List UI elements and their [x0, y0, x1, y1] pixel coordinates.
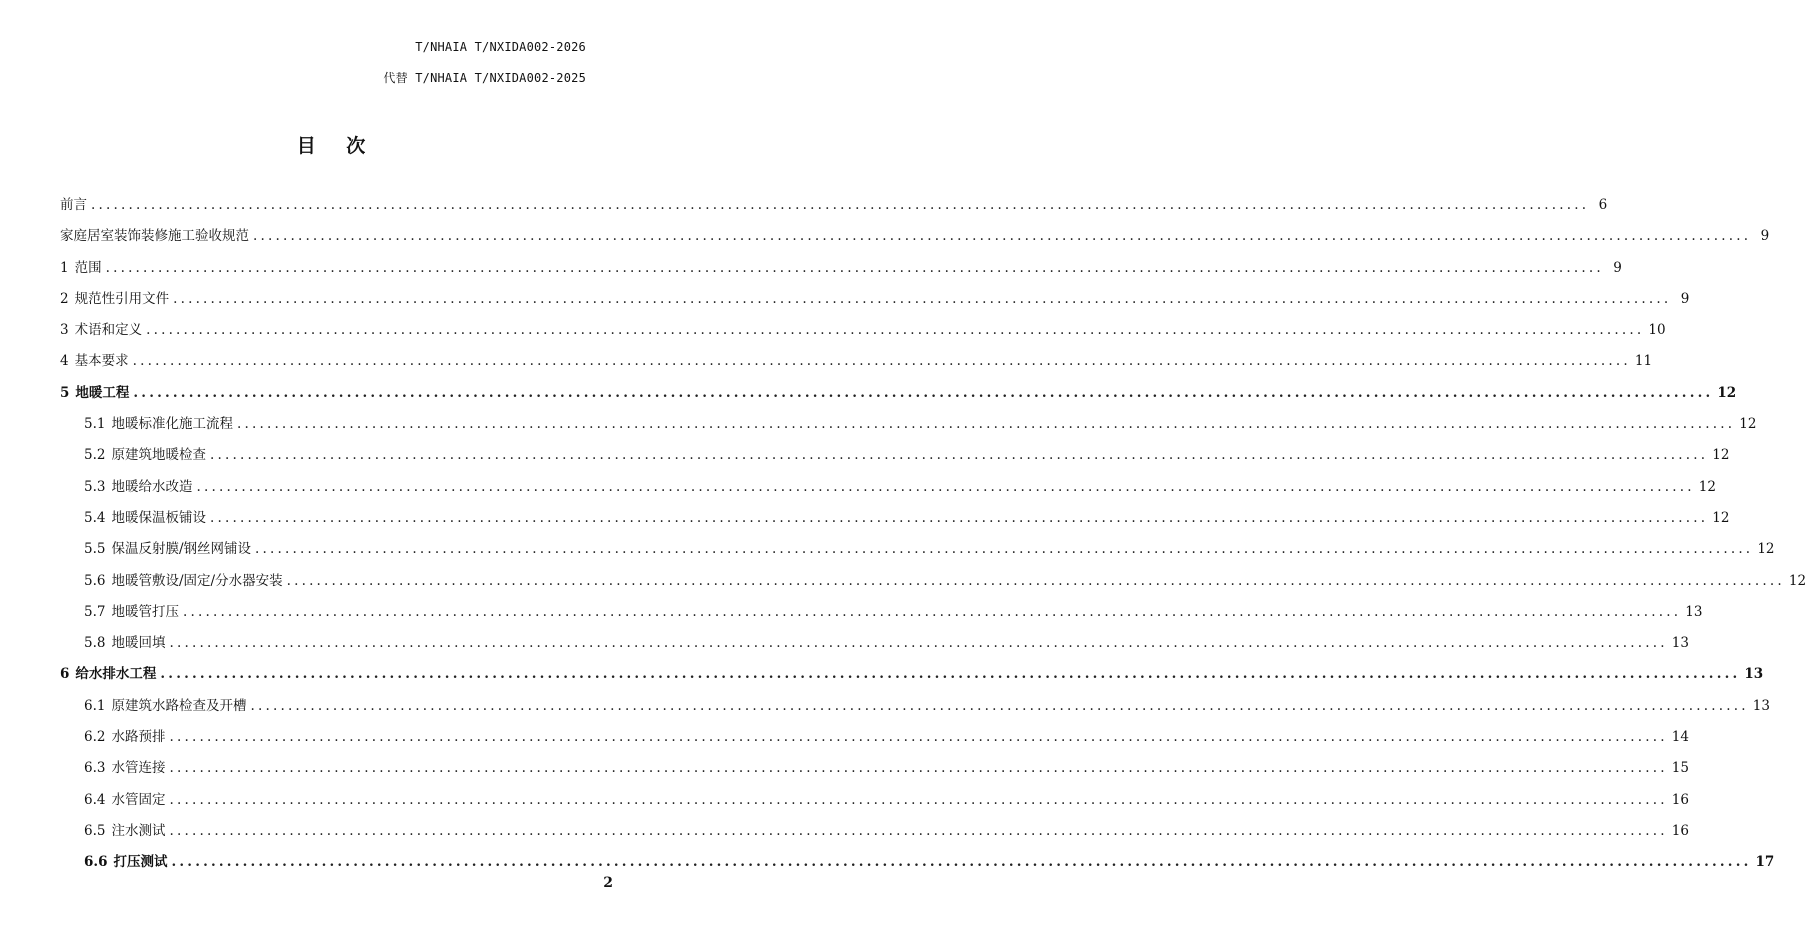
- toc-entry[interactable]: [60, 569, 1806, 600]
- toc-entry-label: [60, 256, 102, 276]
- toc-entry[interactable]: [60, 193, 1608, 224]
- toc-entry-number: 5.6: [84, 572, 106, 589]
- toc-entry-label: [84, 537, 251, 557]
- toc-entry-label: [84, 569, 283, 589]
- toc-entry-title: 给水排水工程: [75, 666, 157, 683]
- toc-entry-label: [60, 349, 129, 369]
- toc-entry-number: 6.4: [84, 791, 106, 808]
- toc-entry-number: 5.8: [84, 635, 106, 652]
- toc-entry-page: 16: [1671, 791, 1689, 808]
- toc-entry-title: 保温反射膜/钢丝网铺设: [111, 541, 252, 558]
- toc-entry[interactable]: [60, 631, 1689, 662]
- toc-entry[interactable]: [60, 662, 1764, 693]
- toc-entry-title: 水路预排: [111, 729, 166, 746]
- standard-code: T/NHAIA T/NXIDA002-2026: [415, 40, 586, 54]
- toc-entry[interactable]: [60, 600, 1703, 631]
- toc-entry-page: 12: [1788, 572, 1806, 589]
- toc-entry-label: [60, 381, 129, 401]
- toc-entry[interactable]: [60, 349, 1653, 380]
- toc-entry-page: 11: [1634, 353, 1653, 370]
- toc-entry-label: [84, 850, 168, 870]
- toc-entry[interactable]: [60, 475, 1716, 506]
- toc-entry-number: 6.2: [84, 729, 106, 746]
- toc-entry-number: 3: [60, 322, 69, 339]
- toc-entry-label: [84, 725, 165, 745]
- toc-leader-dots: ........................................................................................................................................................................................................: [171, 854, 1752, 871]
- toc-entry-label: [60, 287, 169, 307]
- toc-entry-number: 6.3: [84, 760, 106, 777]
- toc-entry-number: 1: [60, 259, 69, 276]
- toc-entry-title: 原建筑地暖检查: [111, 447, 206, 464]
- toc-leader-dots: ........................................................................................................................................................................................................: [209, 447, 1709, 464]
- toc-entry[interactable]: [60, 506, 1730, 537]
- toc-entry-number: 6.6: [84, 854, 108, 871]
- toc-entry-page: 13: [1685, 603, 1703, 620]
- toc-entry-title: 地暖工程: [75, 384, 130, 401]
- toc-entry-label: [84, 694, 246, 714]
- toc-entry[interactable]: [60, 287, 1690, 318]
- toc-entry-label: [60, 224, 249, 244]
- toc-entry[interactable]: [60, 694, 1770, 725]
- toc-leader-dots: ........................................................................................................................................................................................................: [255, 541, 1754, 558]
- page-title: 目 次: [296, 135, 378, 157]
- toc-entry[interactable]: [60, 224, 1770, 255]
- toc-entry[interactable]: [60, 443, 1730, 474]
- toc-entry[interactable]: [60, 412, 1757, 443]
- table-of-contents: [60, 193, 1806, 882]
- toc-entry-page: 12: [1717, 384, 1737, 401]
- toc-leader-dots: ........................................................................................................................................................................................................: [169, 729, 1668, 746]
- toc-entry-page: 12: [1757, 541, 1775, 558]
- toc-entry-title: 术语和定义: [74, 322, 143, 339]
- toc-leader-dots: ........................................................................................................................................................................................................: [209, 509, 1709, 526]
- toc-entry-number: 6: [60, 666, 70, 683]
- toc-leader-dots: ........................................................................................................................................................................................................: [169, 760, 1668, 777]
- toc-entry-page: 16: [1671, 822, 1689, 839]
- replaces-standard-code: 代替 T/NHAIA T/NXIDA002-2025: [383, 71, 586, 85]
- toc-entry-page: 6: [1598, 197, 1608, 213]
- toc-entry-label: [84, 788, 165, 808]
- toc-entry-number: 5.1: [84, 416, 106, 433]
- toc-entry[interactable]: [60, 318, 1666, 349]
- toc-entry[interactable]: [60, 381, 1737, 412]
- toc-entry-page: 14: [1671, 729, 1689, 746]
- toc-entry-title: 原建筑水路检查及开槽: [111, 697, 247, 714]
- toc-leader-dots: ........................................................................................................................................................................................................: [286, 572, 1785, 589]
- toc-entry-label: [84, 412, 233, 432]
- toc-entry-page: 9: [1760, 228, 1770, 245]
- toc-entry[interactable]: [60, 725, 1689, 756]
- toc-entry-title: 地暖回填: [111, 635, 166, 652]
- toc-entry-page: 13: [1671, 635, 1689, 652]
- toc-entry-number: 6.5: [84, 822, 106, 839]
- toc-entry-page: 12: [1698, 478, 1716, 495]
- toc-entry-page: 9: [1680, 290, 1690, 307]
- toc-entry-page: 9: [1613, 259, 1622, 276]
- toc-leader-dots: ........................................................................................................................................................................................................: [182, 603, 1682, 620]
- toc-entry[interactable]: [60, 537, 1775, 568]
- toc-entry-label: [84, 756, 165, 776]
- toc-entry[interactable]: [60, 850, 1775, 881]
- toc-leader-dots: ........................................................................................................................................................................................................: [253, 228, 1752, 245]
- toc-entry-label: [84, 819, 165, 839]
- toc-leader-dots: ........................................................................................................................................................................................................: [250, 697, 1749, 714]
- toc-entry-title: 范围: [74, 259, 102, 276]
- toc-entry-title: 地暖保温板铺设: [111, 509, 206, 526]
- toc-leader-dots: ........................................................................................................................................................................................................: [173, 290, 1672, 307]
- toc-entry-page: 17: [1755, 854, 1775, 871]
- toc-entry-title: 地暖标准化施工流程: [111, 416, 233, 433]
- toc-leader-dots: ........................................................................................................................................................................................................: [146, 322, 1645, 339]
- toc-entry[interactable]: [60, 256, 1622, 287]
- toc-entry-page: 12: [1712, 509, 1730, 526]
- toc-entry-title: 注水测试: [111, 822, 166, 839]
- toc-entry-number: 2: [60, 290, 69, 307]
- toc-entry-label: [60, 662, 156, 682]
- toc-entry-title: 水管固定: [111, 791, 166, 808]
- toc-entry-number: 5.3: [84, 478, 106, 495]
- toc-entry-title: 规范性引用文件: [74, 290, 170, 307]
- toc-entry-page: 12: [1739, 416, 1757, 433]
- toc-entry-page: 13: [1744, 666, 1764, 683]
- toc-entry-label: [60, 318, 142, 338]
- toc-entry[interactable]: [60, 756, 1689, 787]
- toc-leader-dots: ........................................................................................................................................................................................................: [196, 478, 1695, 495]
- toc-entry-number: 5.4: [84, 509, 106, 526]
- toc-leader-dots: ........................................................................................................................................................................................................: [105, 259, 1604, 276]
- toc-entry-label: [84, 631, 165, 651]
- toc-entry-label: [84, 600, 179, 620]
- toc-leader-dots: ........................................................................................................................................................................................................: [169, 791, 1668, 808]
- toc-entry-label: [84, 443, 206, 463]
- toc-leader-dots: ........................................................................................................................................................................................................: [169, 822, 1668, 839]
- toc-entry-number: 5.7: [84, 603, 106, 620]
- toc-leader-dots: ........................................................................................................................................................................................................: [91, 197, 1590, 213]
- toc-leader-dots: ........................................................................................................................................................................................................: [132, 353, 1631, 370]
- toc-entry-title: 打压测试: [113, 854, 168, 871]
- toc-entry-title: 地暖管打压: [111, 603, 179, 620]
- toc-entry-label: [84, 506, 206, 526]
- toc-entry-title: 家庭居室装饰装修施工验收规范: [60, 228, 249, 245]
- toc-entry-number: 5.5: [84, 541, 106, 558]
- toc-entry-number: 5: [60, 384, 70, 401]
- toc-entry-page: 10: [1648, 322, 1666, 339]
- toc-entry-label: [60, 193, 87, 213]
- toc-entry-number: 6.1: [84, 697, 106, 714]
- toc-entry-title: 地暖管敷设/固定/分水器安装: [111, 572, 283, 589]
- toc-entry-title: 地暖给水改造: [111, 478, 193, 495]
- toc-entry-title: 水管连接: [111, 760, 166, 777]
- toc-entry-title: 基本要求: [74, 353, 129, 370]
- toc-entry-number: 5.2: [84, 447, 106, 464]
- toc-entry[interactable]: [60, 788, 1689, 819]
- toc-entry[interactable]: [60, 819, 1689, 850]
- toc-entry-number: 4: [60, 353, 69, 370]
- toc-leader-dots: ........................................................................................................................................................................................................: [160, 666, 1741, 683]
- toc-entry-page: 12: [1712, 447, 1730, 464]
- page-number: 2: [603, 875, 613, 891]
- toc-entry-title: 前言: [60, 197, 87, 213]
- toc-entry-page: 13: [1752, 697, 1770, 714]
- toc-leader-dots: ........................................................................................................................................................................................................: [133, 384, 1714, 401]
- toc-leader-dots: ........................................................................................................................................................................................................: [236, 416, 1736, 433]
- toc-entry-label: [84, 475, 192, 495]
- toc-leader-dots: ........................................................................................................................................................................................................: [169, 635, 1668, 652]
- toc-entry-page: 15: [1671, 760, 1689, 777]
